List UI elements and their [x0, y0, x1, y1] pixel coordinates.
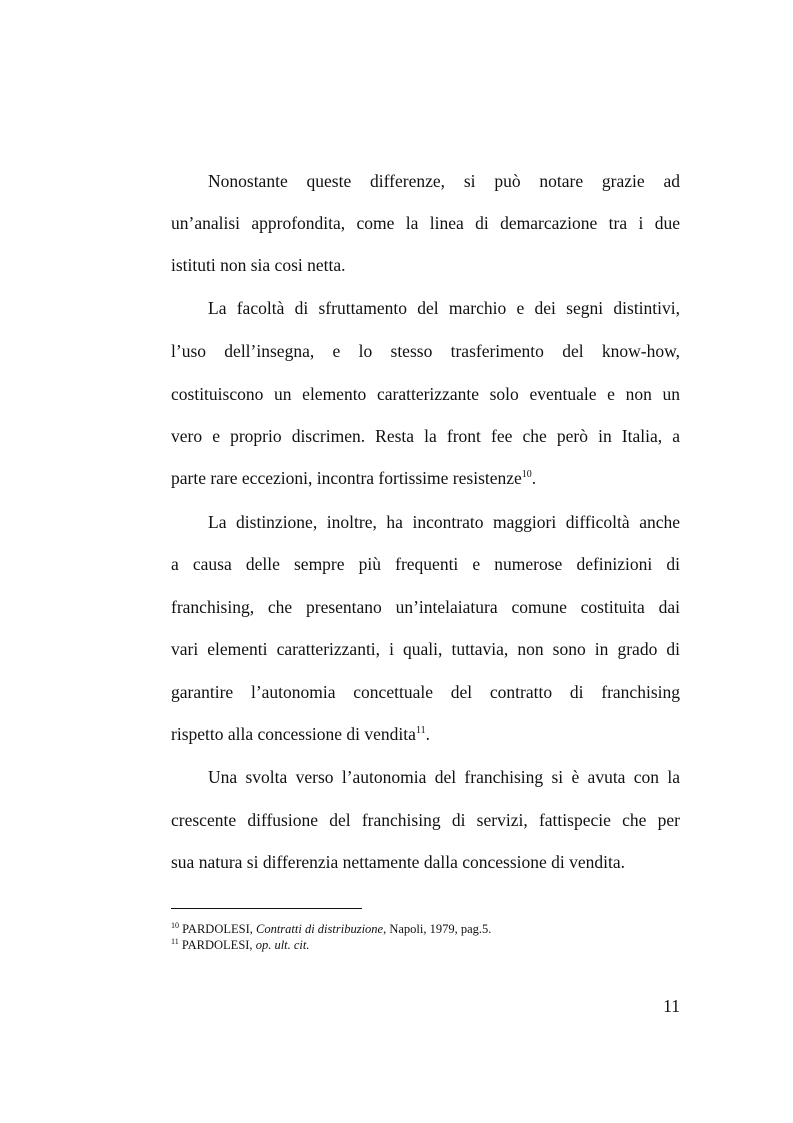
period: .: [531, 468, 537, 488]
paragraph-3-line-3: franchising, che presentano un’intelaiatura comune costituita dai: [171, 597, 680, 617]
footnote-10-title: Contratti di distribuzione: [255, 922, 384, 936]
period: .: [425, 724, 430, 744]
footnote-separator: [171, 908, 362, 909]
footnote-11: [171, 938, 310, 953]
footnote-10-number: 10: [171, 921, 179, 930]
footnote-ref-11[interactable]: 11: [415, 725, 426, 736]
paragraph-3-line-6: [171, 723, 680, 745]
paragraph-4-line-3: sua natura si differenzia nettamente dalla concessione di vendita.: [171, 852, 626, 872]
paragraph-3-line-4: vari elementi caratterizzanti, i quali, tuttavia, non sono in grado di: [171, 639, 680, 659]
paragraph-2-line-2: l’uso dell’insegna, e lo stesso trasferimento del know-how,: [171, 341, 680, 361]
footnote-11-number: 11: [171, 937, 179, 946]
paragraph-4-line-2: crescente diffusione del franchising di servizi, fattispecie che per: [171, 810, 680, 830]
paragraph-2-line-5: [171, 467, 680, 489]
footnote-10: [171, 922, 491, 937]
paragraph-2-line-1: La facoltà di sfruttamento del marchio e dei segni distintivi,: [208, 298, 680, 318]
paragraph-3-line-5: garantire l’autonomia concettuale del contratto di franchising: [171, 682, 680, 702]
paragraph-1-line-2: un’analisi approfondita, come la linea di demarcazione tra i due: [171, 213, 680, 233]
footnote-ref-10[interactable]: 10: [521, 469, 532, 480]
page-number: 11: [663, 996, 680, 1016]
footnote-10-author: PARDOLESI,: [182, 922, 256, 936]
paragraph-3-line-1: La distinzione, inoltre, ha incontrato maggiori difficoltà anche: [208, 512, 680, 532]
paragraph-2-line-5-text: parte rare eccezioni, incontra fortissime resistenze: [171, 468, 522, 488]
paragraph-2-line-4: vero e proprio discrimen. Resta la front fee che però in Italia, a: [171, 426, 680, 446]
footnote-10-rest: , Napoli, 1979, pag.5.: [383, 922, 492, 936]
paragraph-1-line-1: Nonostante queste differenze, si può notare grazie ad: [208, 171, 680, 191]
paragraph-3-line-2: a causa delle sempre più frequenti e numerose definizioni di: [171, 554, 680, 574]
paragraph-2-line-3: costituiscono un elemento caratterizzante solo eventuale e non un: [171, 384, 680, 404]
paragraph-3-line-6-text: rispetto alla concessione di vendita: [171, 724, 416, 744]
paragraph-4-line-1: Una svolta verso l’autonomia del franchising si è avuta con la: [208, 767, 680, 787]
paragraph-1-line-3: istituti non sia cosi netta.: [171, 255, 346, 275]
footnote-11-author: PARDOLESI,: [181, 938, 256, 952]
footnote-11-title: op. ult. cit.: [255, 938, 310, 952]
